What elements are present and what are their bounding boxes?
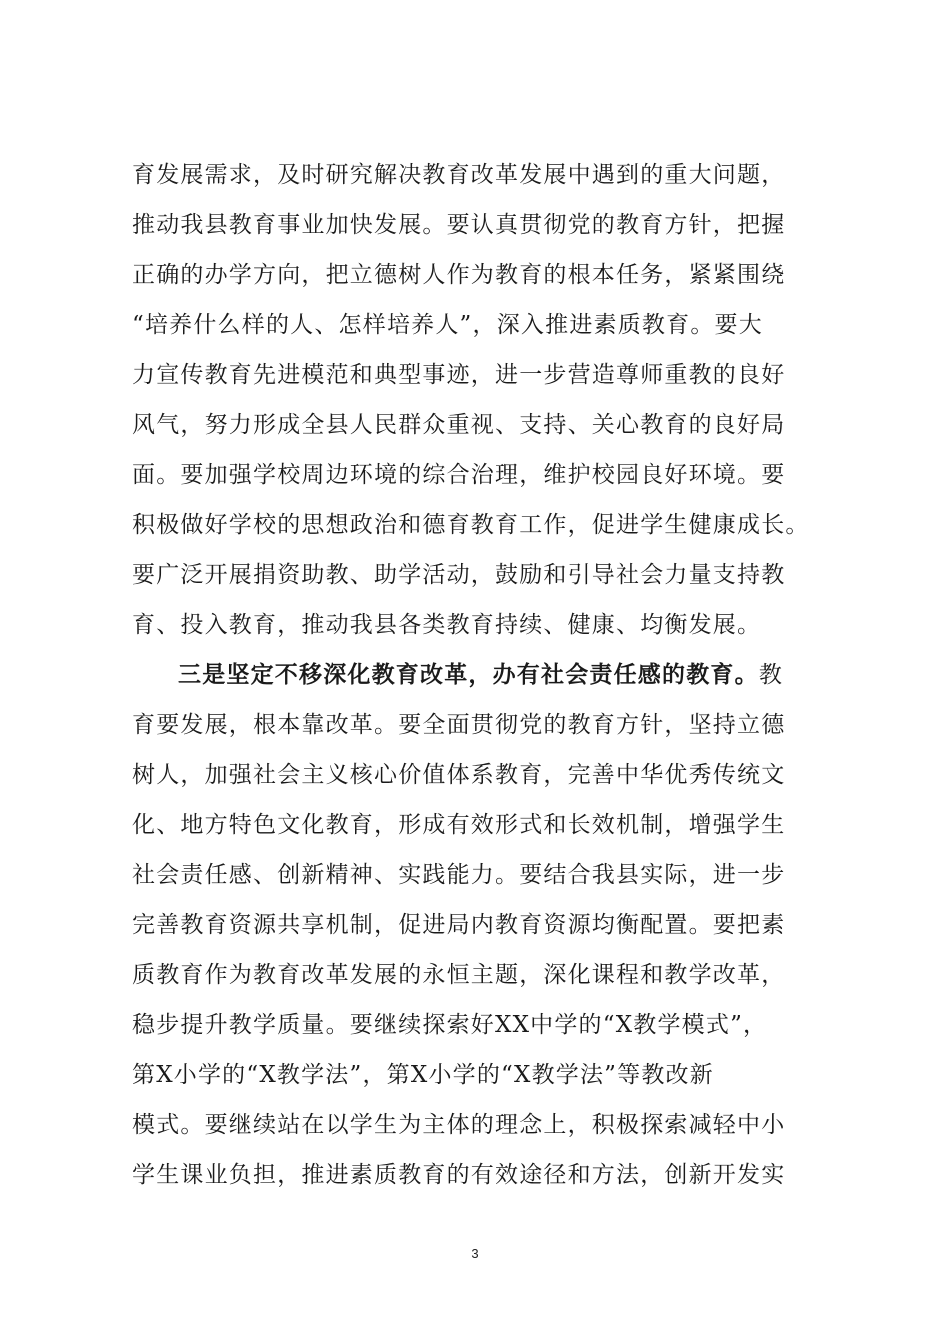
page-number: 3 [471, 1246, 479, 1261]
text-line: 第X小学的“X教学法”，第X小学的“X教学法”等教改新 [132, 1062, 714, 1088]
text-line: 树人，加强社会主义核心价值体系教育，完善中华优秀传统文 [132, 762, 786, 788]
text-line: 学生课业负担，推进素质教育的有效途径和方法，创新开发实 [132, 1162, 786, 1188]
text-line: 要广泛开展捐资助教、助学活动，鼓励和引导社会力量支持教 [132, 562, 786, 588]
text-line: 育、投入教育，推动我县各类教育持续、健康、均衡发展。 [132, 612, 762, 638]
body-text [132, 150, 832, 1200]
text-line: 推动我县教育事业加快发展。要认真贯彻党的教育方针，把握 [132, 212, 786, 238]
text-line: 化、地方特色文化教育，形成有效形式和长效机制，增强学生 [132, 812, 786, 838]
text-line: “培养什么样的人、怎样培养人”，深入推进素质教育。要大 [132, 312, 763, 338]
text-line: 完善教育资源共享机制，促进局内教育资源均衡配置。要把素 [132, 912, 786, 938]
paragraph-heading: 三是坚定不移深化教育改革，办有社会责任感的教育。 [178, 661, 759, 688]
text-line: 模式。要继续站在以学生为主体的理念上，积极探索减轻中小 [132, 1112, 786, 1138]
text-line: 育发展需求，及时研究解决教育改革发展中遇到的重大问题， [132, 162, 786, 188]
text-line: 育要发展，根本靠改革。要全面贯彻党的教育方针，坚持立德 [132, 712, 786, 738]
text-line: 正确的办学方向，把立德树人作为教育的根本任务，紧紧围绕 [132, 262, 786, 288]
heading-line-rest: 教 [758, 662, 784, 688]
text-line: 风气，努力形成全县人民群众重视、支持、关心教育的良好局 [132, 412, 786, 438]
text-line: 稳步提升教学质量。要继续探索好XX中学的“X教学模式”， [132, 1012, 768, 1038]
text-line: 积极做好学校的思想政治和德育教育工作，促进学生健康成长。 [132, 512, 810, 538]
text-line: 质教育作为教育改革发展的永恒主题，深化课程和教学改革， [132, 962, 786, 988]
text-line: 社会责任感、创新精神、实践能力。要结合我县实际，进一步 [132, 862, 786, 888]
paragraph-heading-line [132, 650, 832, 700]
text-line: 力宣传教育先进模范和典型事迹，进一步营造尊师重教的良好 [132, 362, 786, 388]
text-line: 面。要加强学校周边环境的综合治理，维护校园良好环境。要 [132, 462, 786, 488]
